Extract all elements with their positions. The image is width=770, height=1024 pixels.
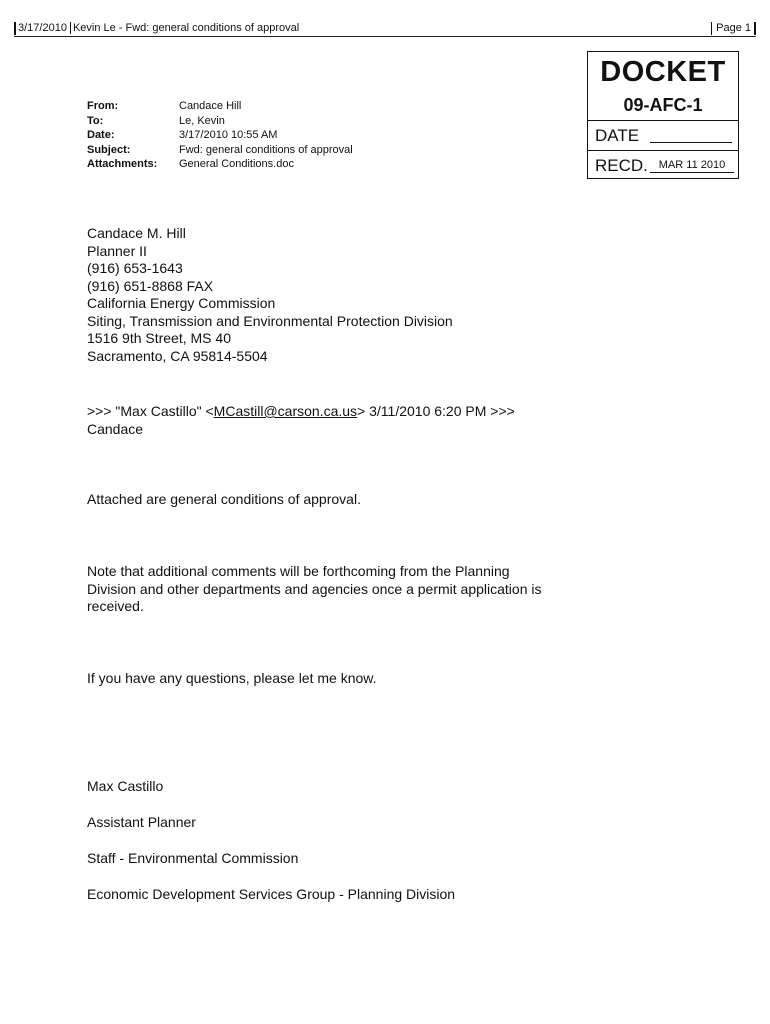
greeting: Candace — [87, 420, 144, 437]
subject-value: Fwd: general conditions of approval — [179, 143, 353, 156]
email-header — [87, 99, 353, 172]
attachments-value: General Conditions.doc — [179, 158, 294, 170]
sender-title-text: Assistant Planner — [87, 814, 196, 830]
docket-date-label: DATE — [595, 126, 640, 145]
from-label: From: — [87, 100, 119, 112]
signature-line: California Energy Commission — [87, 295, 276, 311]
message-text: received. — [87, 598, 144, 614]
quote-line — [87, 403, 515, 421]
signature-line: Siting, Transmission and Environmental Protection Division — [87, 312, 453, 329]
sender-signature — [87, 225, 453, 365]
docket-number: 09-AFC-1 — [588, 92, 738, 121]
quoted-header — [87, 403, 515, 438]
message-text: Division and other departments and agencies once a permit application is — [87, 580, 542, 597]
sender-department — [87, 850, 298, 868]
docket-date-line — [650, 142, 732, 143]
attachments-label: Attachments: — [87, 158, 158, 170]
signature-line: (916) 651-8868 FAX — [87, 277, 214, 294]
sender-email-link[interactable]: MCastill@carson.ca.us — [213, 403, 358, 419]
date-label: Date: — [87, 129, 115, 141]
sender-group-text: Economic Development Services Group - Planning Division — [87, 886, 456, 902]
date-value: 3/17/2010 10:55 AM — [179, 129, 278, 141]
subject-label: Subject: — [87, 143, 131, 156]
sender-title — [87, 814, 196, 832]
docket-date-row — [588, 121, 738, 150]
to-label: To: — [87, 114, 104, 127]
signature-line: Sacramento, CA 95814-5504 — [87, 347, 268, 364]
message-text: Note that additional comments will be forthcoming from the Planning — [87, 563, 510, 579]
quote-prefix: >>> "Max Castillo" < — [87, 403, 214, 419]
quote-suffix: > 3/11/2010 6:20 PM >>> — [357, 403, 515, 419]
docket-stamp — [587, 51, 739, 179]
signature-line: (916) 653-1643 — [87, 260, 183, 276]
message-paragraph-2 — [87, 563, 542, 616]
docket-recd-row — [588, 150, 738, 180]
docket-title: DOCKET — [600, 56, 726, 88]
page-header-bar — [14, 22, 756, 37]
page-header-date: 3/17/2010 — [18, 22, 71, 34]
signature-line: Candace M. Hill — [87, 225, 186, 241]
sender-group — [87, 886, 455, 904]
to-value: Le, Kevin — [179, 114, 225, 127]
message-paragraph-3 — [87, 670, 377, 688]
message-text: If you have any questions, please let me know. — [87, 670, 377, 686]
sender-dept-text: Staff - Environmental Commission — [87, 850, 299, 866]
sender-name — [87, 778, 163, 796]
message-text: Attached are general conditions of approval. — [87, 491, 361, 507]
signature-line: 1516 9th Street, MS 40 — [87, 330, 231, 346]
docket-recd-label: RECD. — [595, 156, 648, 175]
signature-line: Planner II — [87, 242, 147, 259]
from-value: Candace Hill — [179, 100, 242, 112]
message-paragraph-1 — [87, 491, 361, 509]
page-header-title — [14, 22, 299, 35]
docket-recd-value: MAR 11 2010 — [650, 159, 734, 173]
sender-name-text: Max Castillo — [87, 778, 164, 794]
page-header-subject: Kevin Le - Fwd: general conditions of approval — [72, 22, 300, 34]
page-number: Page 1 — [711, 22, 756, 35]
